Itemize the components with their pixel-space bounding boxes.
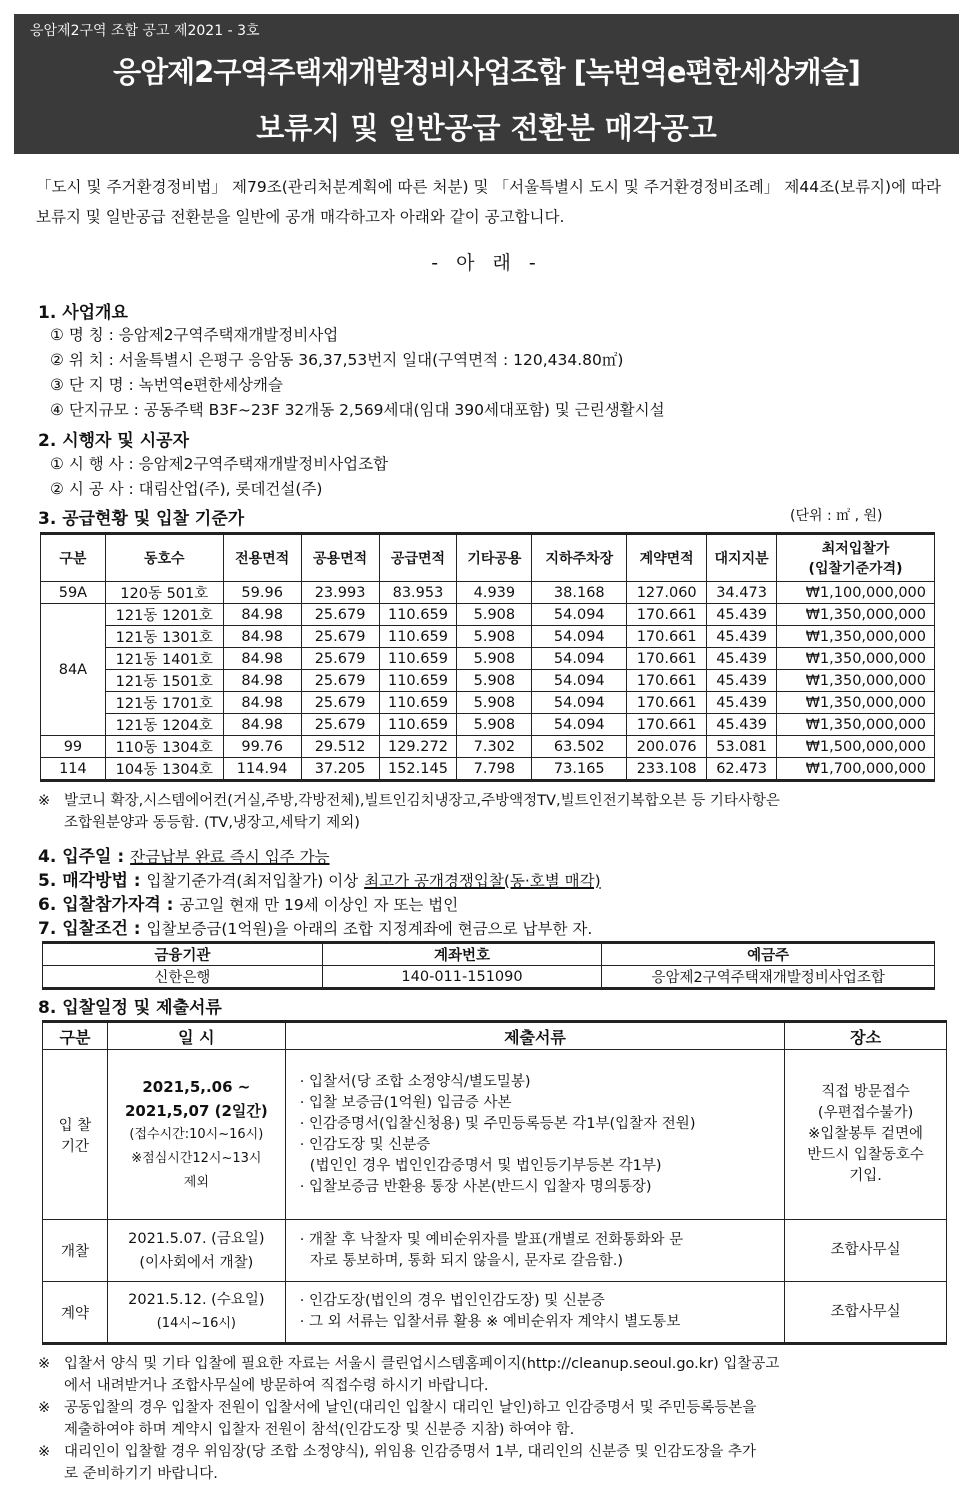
area-value: 233.108 bbox=[627, 758, 707, 781]
s1-item-location: ② 위 치 : 서울특별시 은평구 응암동 36,37,53번지 일대(구역면적 : 120,434.80㎡) bbox=[50, 351, 624, 369]
min-price: ₩1,350,000,000 bbox=[777, 648, 935, 670]
open-date2: (이사회에서 개찰) bbox=[139, 1254, 254, 1271]
sched-col-date: 일 시 bbox=[107, 1022, 285, 1050]
open-docs bbox=[285, 1220, 784, 1282]
area-value: 5.908 bbox=[457, 648, 532, 670]
unit-type: 84A bbox=[41, 604, 106, 736]
open-place: 조합사무실 bbox=[785, 1220, 947, 1282]
min-price: ₩1,700,000,000 bbox=[777, 758, 935, 781]
sched-col-place: 장소 bbox=[785, 1022, 947, 1050]
bid-date bbox=[107, 1050, 285, 1220]
area-value: 114.94 bbox=[223, 758, 301, 781]
unit-number: 121동 1401호 bbox=[105, 648, 223, 670]
bid-doc: · 인감도장 및 신분증 bbox=[299, 1136, 431, 1153]
area-value: 5.908 bbox=[457, 670, 532, 692]
area-value: 25.679 bbox=[301, 670, 379, 692]
bid-docs bbox=[285, 1050, 784, 1220]
area-value: 45.439 bbox=[707, 648, 777, 670]
unit-number: 120동 501호 bbox=[105, 582, 223, 604]
col-parking: 지하주차장 bbox=[532, 534, 627, 582]
bid-lunch2: 제외 bbox=[183, 1174, 209, 1190]
area-value: 59.96 bbox=[223, 582, 301, 604]
min-price: ₩1,350,000,000 bbox=[777, 604, 935, 626]
area-value: 127.060 bbox=[627, 582, 707, 604]
area-value: 200.076 bbox=[627, 736, 707, 758]
bank-header-row bbox=[43, 943, 935, 966]
col-common: 공용면적 bbox=[301, 534, 379, 582]
unit-number: 110동 1304호 bbox=[105, 736, 223, 758]
col-type: 구분 bbox=[41, 534, 106, 582]
area-value: 45.439 bbox=[707, 692, 777, 714]
area-value: 110.659 bbox=[379, 648, 457, 670]
area-value: 54.094 bbox=[532, 692, 627, 714]
area-value: 84.98 bbox=[223, 670, 301, 692]
area-value: 37.205 bbox=[301, 758, 379, 781]
bid-date2: 2021,5,07 (2일간) bbox=[124, 1101, 268, 1120]
area-value: 5.908 bbox=[457, 692, 532, 714]
bank-col-institution: 금융기관 bbox=[43, 943, 323, 966]
bid-doc: · 인감증명서(입찰신청용) 및 주민등록등본 각1부(입찰자 전원) bbox=[299, 1115, 696, 1132]
area-value: 54.094 bbox=[532, 670, 627, 692]
area-value: 45.439 bbox=[707, 670, 777, 692]
supply-row bbox=[41, 604, 935, 626]
schedule-table bbox=[42, 1020, 947, 1345]
s6-label: 6. 입찰참가자격 : bbox=[38, 895, 174, 915]
open-date1: 2021.5.07. (금요일) bbox=[128, 1230, 265, 1247]
area-value: 54.094 bbox=[532, 648, 627, 670]
supply-row bbox=[41, 714, 935, 736]
bank-col-account: 계좌번호 bbox=[322, 943, 602, 966]
bid-time: (접수시간:10시~16시) bbox=[129, 1126, 264, 1142]
s7-value: 입찰보증금(1억원)을 아래의 조합 지정계좌에 현금으로 납부한 자. bbox=[146, 920, 593, 938]
s1-item-scale: ④ 단지규모 : 공동주택 B3F~23F 32개동 2,569세대(임대 390세대포함) 및 근린생활시설 bbox=[50, 401, 665, 419]
contract-date1: 2021.5.12. (수요일) bbox=[128, 1292, 265, 1308]
note-line2: 조합원분양과 동등함. (TV,냉장고,세탁기 제외) bbox=[64, 815, 360, 831]
note-mark: ※ bbox=[38, 793, 51, 809]
area-value: 63.502 bbox=[532, 736, 627, 758]
col-unit: 동호수 bbox=[105, 534, 223, 582]
unit-number: 121동 1204호 bbox=[105, 714, 223, 736]
area-value: 5.908 bbox=[457, 714, 532, 736]
area-value: 34.473 bbox=[707, 582, 777, 604]
supply-note bbox=[38, 790, 938, 834]
min-price: ₩1,100,000,000 bbox=[777, 582, 935, 604]
note-line1: 발코니 확장,시스템에어컨(거실,주방,각방전체),빌트인김치냉장고,주방액정TV,빌트인전기복합오븐 등 기타사항은 bbox=[64, 793, 780, 809]
area-value: 110.659 bbox=[379, 604, 457, 626]
intro-paragraph: 「도시 및 주거환경정비법」 제79조(관리처분계획에 따른 처분) 및 「서울특별시 도시 및 주거환경정비조례」 제44조(보류지)에 따라 보류지 및 일반공급 전환분을 일반에 공개 매각하고자 아래와 같이 공고합니다. bbox=[36, 178, 941, 226]
unit-type: 114 bbox=[41, 758, 106, 781]
note-1-l1: 입찰서 양식 및 기타 입찰에 필요한 자료는 서울시 클린업시스템홈페이지(http://cleanup.seoul.go.kr) 입찰공고 bbox=[64, 1356, 780, 1372]
area-value: 23.993 bbox=[301, 582, 379, 604]
area-value: 25.679 bbox=[301, 626, 379, 648]
title-line1: 응암제2구역주택재개발정비사업조합 [녹번역e편한세상캐슬] bbox=[113, 55, 860, 89]
area-value: 4.939 bbox=[457, 582, 532, 604]
area-value: 84.98 bbox=[223, 648, 301, 670]
area-value: 110.659 bbox=[379, 626, 457, 648]
contract-date2: (14시~16시) bbox=[156, 1316, 236, 1331]
area-value: 25.679 bbox=[301, 714, 379, 736]
area-value: 170.661 bbox=[627, 604, 707, 626]
contract-date bbox=[107, 1282, 285, 1344]
col-min-price bbox=[777, 534, 935, 582]
bid-type-l1: 입 찰 bbox=[58, 1117, 92, 1134]
bid-type-l2: 기간 bbox=[60, 1138, 89, 1155]
supply-row bbox=[41, 758, 935, 781]
notice-header bbox=[14, 14, 959, 154]
area-value: 45.439 bbox=[707, 714, 777, 736]
bid-doc: · 입찰 보증금(1억원) 입금증 사본 bbox=[299, 1094, 512, 1111]
min-price: ₩1,350,000,000 bbox=[777, 670, 935, 692]
s5-value-underlined: 최고가 공개경쟁입찰(동·호별 매각) bbox=[364, 872, 601, 890]
area-value: 83.953 bbox=[379, 582, 457, 604]
col-other: 기타공용 bbox=[457, 534, 532, 582]
area-value: 170.661 bbox=[627, 648, 707, 670]
area-value: 45.439 bbox=[707, 626, 777, 648]
footer-notes bbox=[38, 1353, 938, 1485]
contract-doc: · 그 외 서류는 입찰서류 활용 ※ 예비순위자 계약시 별도통보 bbox=[299, 1314, 681, 1330]
unit-number: 104동 1304호 bbox=[105, 758, 223, 781]
unit-number: 121동 1201호 bbox=[105, 604, 223, 626]
account-number: 140-011-151090 bbox=[322, 966, 602, 989]
section-1-title: 1. 사업개요 bbox=[38, 303, 128, 323]
unit-label: (단위 : ㎡ , 원) bbox=[790, 508, 883, 524]
note-mark: ※ bbox=[38, 1400, 51, 1416]
note-2-l1: 공동입찰의 경우 입찰자 전원이 입찰서에 날인(대리인 입찰시 대리인 날인)하고 인감증명서 및 주민등록등본을 bbox=[64, 1400, 757, 1416]
area-value: 152.145 bbox=[379, 758, 457, 781]
s2-item-builder: ② 시 공 사 : 대림산업(주), 롯데건설(주) bbox=[50, 480, 323, 498]
area-value: 110.659 bbox=[379, 692, 457, 714]
area-value: 170.661 bbox=[627, 670, 707, 692]
bank-row bbox=[43, 966, 935, 989]
schedule-header-row bbox=[43, 1022, 947, 1050]
area-value: 5.908 bbox=[457, 604, 532, 626]
bid-doc: · 입찰보증금 반환용 통장 사본(반드시 입찰자 명의통장) bbox=[299, 1178, 652, 1195]
area-value: 25.679 bbox=[301, 648, 379, 670]
section-4 bbox=[38, 842, 330, 867]
col-land: 대지지분 bbox=[707, 534, 777, 582]
area-value: 110.659 bbox=[379, 714, 457, 736]
supply-row bbox=[41, 736, 935, 758]
s1-item-name: ① 명 칭 : 응암제2구역주택재개발정비사업 bbox=[50, 326, 339, 344]
bid-doc: (법인인 경우 법인인감증명서 및 법인등기부등본 각1부) bbox=[309, 1157, 662, 1174]
section-3-title: 3. 공급현황 및 입찰 기준가 bbox=[38, 509, 245, 529]
area-value: 29.512 bbox=[301, 736, 379, 758]
unit-number: 121동 1301호 bbox=[105, 626, 223, 648]
area-value: 25.679 bbox=[301, 692, 379, 714]
s7-label: 7. 입찰조건 : bbox=[38, 919, 141, 939]
bid-doc: · 입찰서(당 조합 소정양식/별도밀봉) bbox=[299, 1073, 531, 1090]
area-value: 84.98 bbox=[223, 604, 301, 626]
area-value: 170.661 bbox=[627, 692, 707, 714]
min-price-label: 최저입찰가 bbox=[821, 541, 890, 557]
area-value: 84.98 bbox=[223, 692, 301, 714]
section-8-title: 8. 입찰일정 및 제출서류 bbox=[38, 998, 222, 1018]
bid-type bbox=[43, 1050, 108, 1220]
supply-table bbox=[40, 532, 935, 782]
min-price: ₩1,350,000,000 bbox=[777, 626, 935, 648]
section-6 bbox=[38, 890, 458, 915]
account-holder: 응암제2구역주택재개발정비사업조합 bbox=[602, 966, 935, 989]
min-price: ₩1,350,000,000 bbox=[777, 714, 935, 736]
s6-value: 공고일 현재 만 19세 이상인 자 또는 법인 bbox=[179, 896, 459, 914]
bid-place bbox=[785, 1050, 947, 1220]
area-value: 5.908 bbox=[457, 626, 532, 648]
contract-type: 계약 bbox=[43, 1282, 108, 1344]
unit-type: 99 bbox=[41, 736, 106, 758]
area-value: 62.473 bbox=[707, 758, 777, 781]
title-line2: 보류지 및 일반공급 전환분 매각공고 bbox=[256, 111, 717, 145]
open-doc: 자로 통보하며, 통화 되지 않을시, 문자로 갈음함.) bbox=[309, 1252, 624, 1269]
unit-number: 121동 1501호 bbox=[105, 670, 223, 692]
area-value: 73.165 bbox=[532, 758, 627, 781]
section-2-title: 2. 시행자 및 시공자 bbox=[38, 431, 189, 451]
section-5 bbox=[38, 866, 601, 891]
area-value: 7.302 bbox=[457, 736, 532, 758]
bank-account-table bbox=[42, 941, 935, 990]
schedule-row-bid bbox=[43, 1050, 947, 1220]
supply-row bbox=[41, 626, 935, 648]
bank-col-holder: 예금주 bbox=[602, 943, 935, 966]
bank-name: 신한은행 bbox=[43, 966, 323, 989]
area-value: 99.76 bbox=[223, 736, 301, 758]
area-value: 54.094 bbox=[532, 714, 627, 736]
bid-lunch1: ※점심시간12시~13시 bbox=[131, 1150, 262, 1166]
area-value: 170.661 bbox=[627, 626, 707, 648]
area-value: 84.98 bbox=[223, 714, 301, 736]
s4-value: 잔금납부 완료 즉시 입주 가능 bbox=[130, 848, 330, 866]
unit-number: 121동 1701호 bbox=[105, 692, 223, 714]
s5-label: 5. 매각방법 : bbox=[38, 871, 141, 891]
area-value: 170.661 bbox=[627, 714, 707, 736]
open-type: 개찰 bbox=[43, 1220, 108, 1282]
notice-number: 응암제2구역 조합 공고 제2021 - 3호 bbox=[30, 23, 260, 39]
contract-docs bbox=[285, 1282, 784, 1344]
note-3-l1: 대리인이 입찰할 경우 위임장(당 조합 소정양식), 위임용 인감증명서 1부, 대리인의 신분증 및 인감도장을 추가 bbox=[64, 1444, 756, 1460]
min-price: ₩1,350,000,000 bbox=[777, 692, 935, 714]
s1-item-complex: ③ 단 지 명 : 녹번역e편한세상캐슬 bbox=[50, 376, 283, 394]
sched-col-type: 구분 bbox=[43, 1022, 108, 1050]
col-supply: 공급면적 bbox=[379, 534, 457, 582]
area-value: 54.094 bbox=[532, 626, 627, 648]
area-value: 129.272 bbox=[379, 736, 457, 758]
min-price: ₩1,500,000,000 bbox=[777, 736, 935, 758]
area-value: 38.168 bbox=[532, 582, 627, 604]
note-mark: ※ bbox=[38, 1444, 51, 1460]
min-price-sub: (입찰기준가격) bbox=[808, 561, 903, 577]
contract-place: 조합사무실 bbox=[785, 1282, 947, 1344]
unit-type: 59A bbox=[41, 582, 106, 604]
supply-row bbox=[41, 692, 935, 714]
sched-col-docs: 제출서류 bbox=[285, 1022, 784, 1050]
area-value: 25.679 bbox=[301, 604, 379, 626]
section-7 bbox=[38, 914, 592, 939]
s2-item-developer: ① 시 행 사 : 응암제2구역주택재개발정비사업조합 bbox=[50, 455, 389, 473]
contract-doc: · 인감도장(법인의 경우 법인인감도장) 및 신분증 bbox=[299, 1293, 605, 1309]
schedule-row-contract bbox=[43, 1282, 947, 1344]
supply-row bbox=[41, 582, 935, 604]
note-mark: ※ bbox=[38, 1356, 51, 1372]
s4-label: 4. 입주일 : bbox=[38, 847, 125, 867]
bid-place-line: ※입찰봉투 겉면에 bbox=[808, 1126, 923, 1142]
area-value: 45.439 bbox=[707, 604, 777, 626]
bid-place-line: 기입. bbox=[849, 1168, 882, 1184]
bid-date1: 2021,5,.06 ~ bbox=[142, 1077, 251, 1096]
supply-row bbox=[41, 648, 935, 670]
s5-value: 입찰기준가격(최저입찰가) 이상 bbox=[146, 872, 359, 890]
area-value: 110.659 bbox=[379, 670, 457, 692]
open-date bbox=[107, 1220, 285, 1282]
bid-place-line: 반드시 입찰동호수 bbox=[807, 1147, 924, 1163]
supply-body bbox=[41, 582, 935, 781]
bid-place-line: 직접 방문접수 bbox=[821, 1084, 910, 1100]
supply-row bbox=[41, 670, 935, 692]
bid-place-line: (우편접수불가) bbox=[817, 1105, 914, 1121]
open-doc: · 개찰 후 낙찰자 및 예비순위자를 발표(개별로 전화통화와 문 bbox=[299, 1231, 684, 1248]
col-contract: 계약면적 bbox=[627, 534, 707, 582]
area-value: 53.081 bbox=[707, 736, 777, 758]
note-1-l2: 에서 내려받거나 조합사무실에 방문하여 직접수령 하시기 바랍니다. bbox=[64, 1378, 489, 1394]
col-exclusive: 전용면적 bbox=[223, 534, 301, 582]
area-value: 54.094 bbox=[532, 604, 627, 626]
below-marker: - 아 래 - bbox=[431, 252, 542, 274]
schedule-row-open bbox=[43, 1220, 947, 1282]
area-value: 7.798 bbox=[457, 758, 532, 781]
area-value: 84.98 bbox=[223, 626, 301, 648]
note-3-l2: 로 준비하기기 바랍니다. bbox=[64, 1466, 218, 1482]
note-2-l2: 제출하여야 하며 계약시 입찰자 전원이 참석(인감도장 및 신분증 지참) 하여야 함. bbox=[64, 1422, 575, 1438]
supply-header-row bbox=[41, 534, 935, 582]
